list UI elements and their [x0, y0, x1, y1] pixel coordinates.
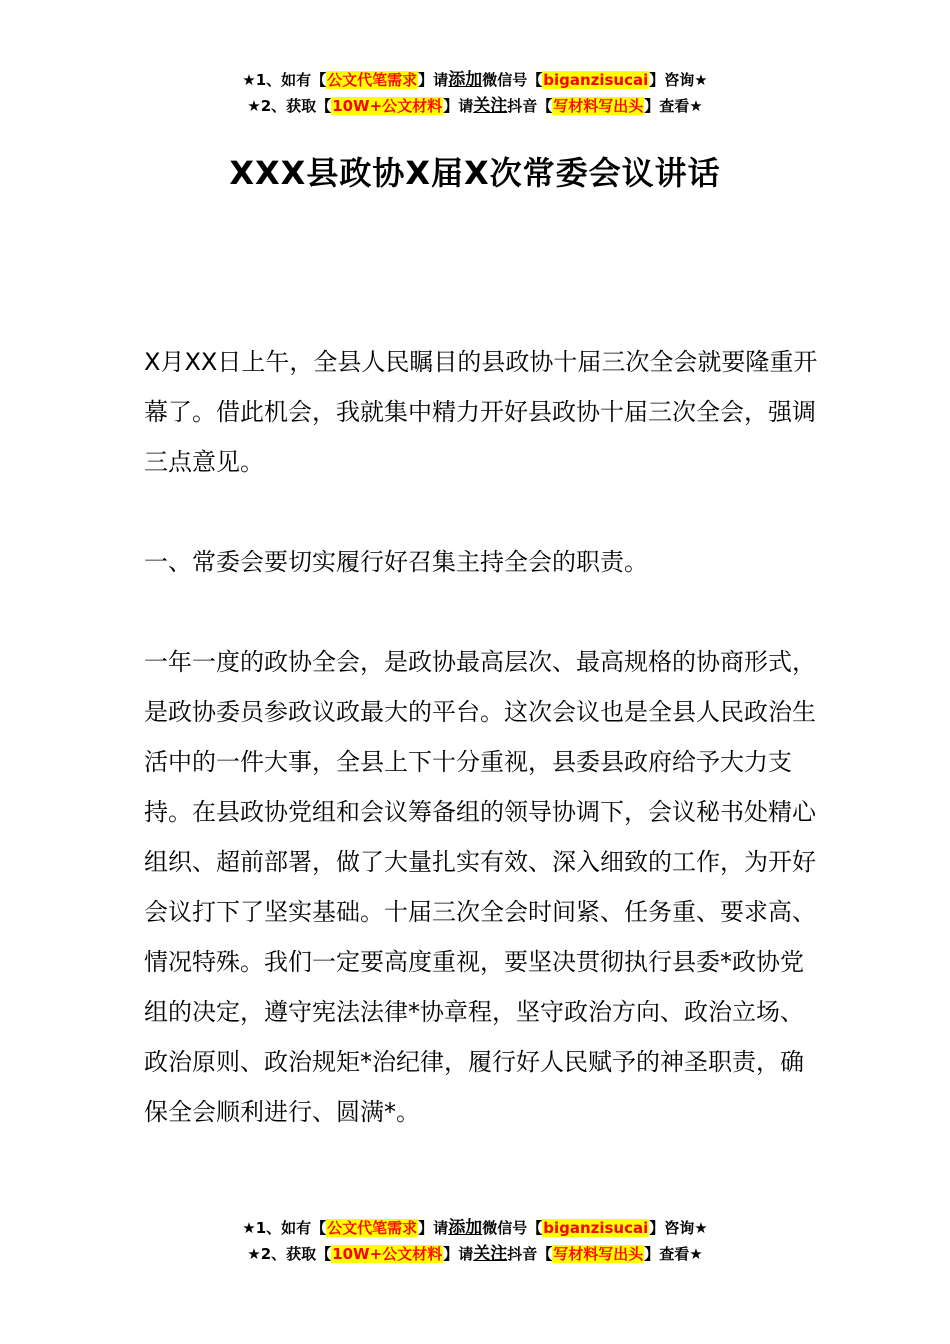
highlight-wechat-id: biganzisucai: [543, 71, 649, 89]
banner-text: ★1、如有【: [242, 1219, 327, 1237]
section-heading: 一、常委会要切实履行好召集主持全会的职责。: [144, 548, 648, 576]
paragraph-intro: X月XX日上午，全县人民瞩目的县政协十届三次全会就要隆重开幕了。借此机会，我就集中精力开好县政协十届三次全会，强调三点意见。: [144, 348, 818, 476]
paragraph-body: 一年一度的政协全会，是政协最高层次、最高规格的协商形式，是政协委员参政议政最大的平台。这次会议也是全县人民政治生活中的一件大事，全县上下十分重视，县委县政府给予大力支持。在县政协党组和会议筹备组的领导协调下，会议秘书处精心组织、超前部署，做了大量扎实有效、深入细致的工作，为开好会议打下了坚实基础。十届三次全会时间紧、任务重、要求高、情况特殊。我们一定要高度重视，要坚决贯彻执行县委*政协党组的决定，遵守宪法法律*协章程，坚守政治方向、政治立场、政治原则、政治规矩*治纪律，履行好人民赋予的神圣职责，确保全会顺利进行、圆满*。: [144, 648, 816, 1126]
banner-text: 微信号【: [482, 71, 543, 89]
banner-underline: 关注: [473, 96, 508, 116]
banner-text: 】咨询★: [649, 71, 708, 89]
highlight-materials: 10W+公文材料: [332, 97, 443, 115]
banner-text: ★2、获取【: [247, 97, 332, 115]
highlight-wechat-id: biganzisucai: [543, 1219, 649, 1237]
paragraph-gap: [144, 487, 824, 537]
banner-line-1: [0, 1215, 950, 1241]
highlight-service: 公文代笔需求: [327, 1219, 418, 1237]
banner-text: 抖音【: [507, 1245, 553, 1263]
document-body: [144, 337, 824, 1137]
banner-text: 微信号【: [482, 1219, 543, 1237]
highlight-douyin: 写材料写出头: [553, 97, 644, 115]
header-banner: [0, 67, 950, 119]
banner-line-1: [0, 67, 950, 93]
highlight-materials: 10W+公文材料: [332, 1245, 443, 1263]
banner-text: 】查看★: [644, 97, 703, 115]
banner-line-2: [0, 1241, 950, 1267]
banner-underline: 添加: [448, 70, 483, 90]
banner-text: ★2、获取【: [247, 1245, 332, 1263]
highlight-service: 公文代笔需求: [327, 71, 418, 89]
banner-text: 】请: [443, 1245, 474, 1263]
banner-text: 】咨询★: [649, 1219, 708, 1237]
banner-text: ★1、如有【: [242, 71, 327, 89]
banner-text: 】请: [418, 1219, 449, 1237]
document-title: XXX县政协X届X次常委会议讲话: [229, 154, 721, 192]
highlight-douyin: 写材料写出头: [553, 1245, 644, 1263]
banner-underline: 关注: [473, 1244, 508, 1264]
banner-text: 】请: [418, 71, 449, 89]
banner-text: 】请: [443, 97, 474, 115]
paragraph-gap: [144, 587, 824, 637]
banner-text: 】查看★: [644, 1245, 703, 1263]
banner-text: 抖音【: [507, 97, 553, 115]
footer-banner: [0, 1215, 950, 1267]
banner-line-2: [0, 93, 950, 119]
banner-underline: 添加: [448, 1218, 483, 1238]
